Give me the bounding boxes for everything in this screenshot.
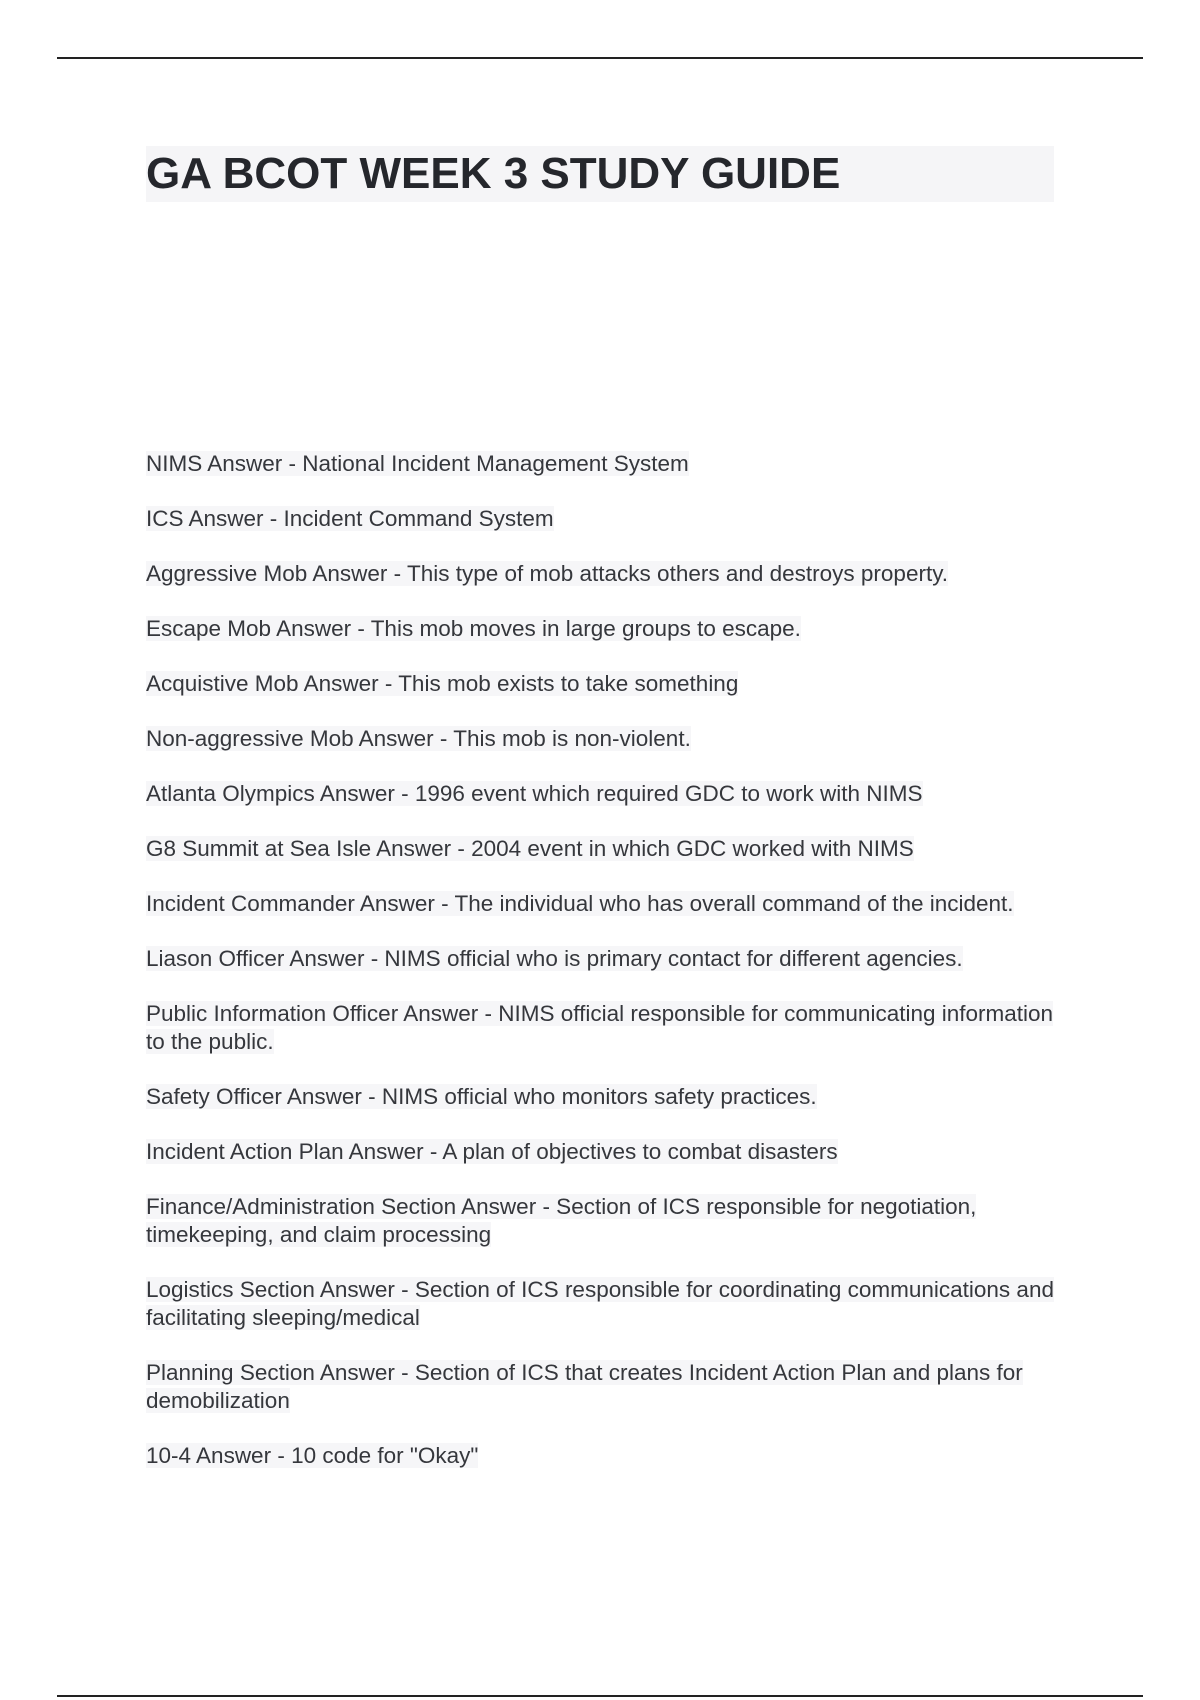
- study-entry: Aggressive Mob Answer - This type of mob attacks others and destroys property.: [146, 561, 949, 586]
- study-entry: Incident Commander Answer - The individual who has overall command of the incident.: [146, 891, 1014, 916]
- study-entry: Escape Mob Answer - This mob moves in large groups to escape.: [146, 616, 801, 641]
- study-entry: 10-4 Answer - 10 code for "Okay": [146, 1443, 479, 1468]
- study-entry: Public Information Officer Answer - NIMS official responsible for communicating information to the public.: [146, 1001, 1054, 1054]
- study-entry: G8 Summit at Sea Isle Answer - 2004 event in which GDC worked with NIMS: [146, 836, 914, 861]
- study-entry: Acquistive Mob Answer - This mob exists to take something: [146, 671, 739, 696]
- page-title: GA BCOT WEEK 3 STUDY GUIDE: [146, 149, 841, 198]
- study-entry: Finance/Administration Section Answer - Section of ICS responsible for negotiation, timekeeping, and claim processing: [146, 1194, 977, 1247]
- study-entry: Non-aggressive Mob Answer - This mob is non-violent.: [146, 726, 691, 751]
- study-entry: Atlanta Olympics Answer - 1996 event which required GDC to work with NIMS: [146, 781, 923, 806]
- study-entry: Logistics Section Answer - Section of ICS responsible for coordinating communications and facilitating sleeping/medical: [146, 1277, 1054, 1330]
- study-entries-list: [146, 450, 1061, 1497]
- top-rule: [57, 57, 1143, 59]
- study-entry: Incident Action Plan Answer - A plan of objectives to combat disasters: [146, 1139, 838, 1164]
- study-entry: Planning Section Answer - Section of ICS that creates Incident Action Plan and plans for demobilization: [146, 1360, 1023, 1413]
- study-entry: ICS Answer - Incident Command System: [146, 506, 554, 531]
- study-entry: NIMS Answer - National Incident Management System: [146, 451, 689, 476]
- study-entry: Safety Officer Answer - NIMS official who monitors safety practices.: [146, 1084, 817, 1109]
- bottom-rule: [57, 1695, 1143, 1697]
- study-entry: Liason Officer Answer - NIMS official who is primary contact for different agencies.: [146, 946, 963, 971]
